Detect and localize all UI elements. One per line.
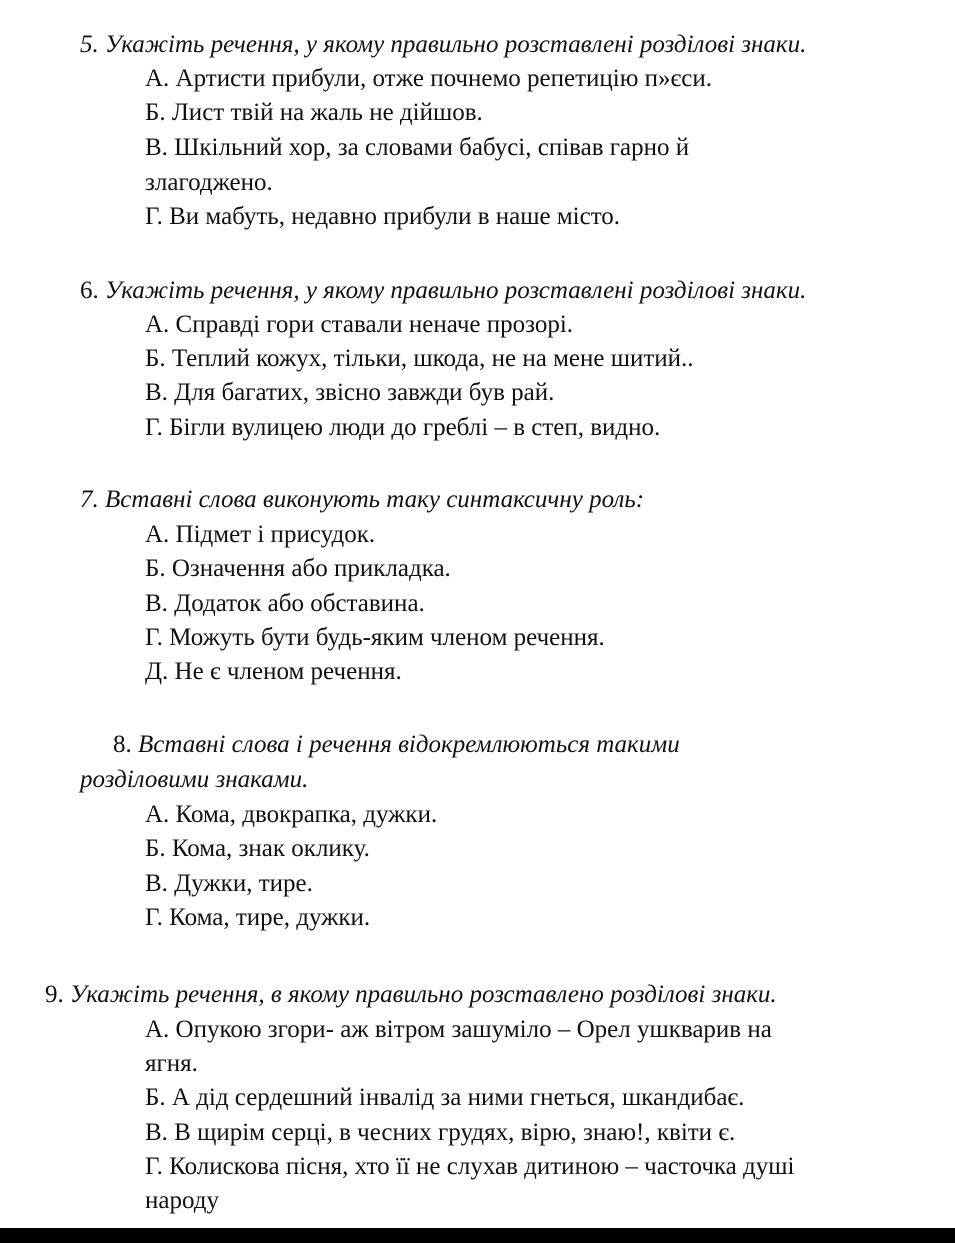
question-9-option-a-cont: ягня. — [145, 1050, 198, 1077]
question-5-option-c-cont: злагоджено. — [145, 169, 273, 196]
question-5-option-c: В. Шкільний хор, за словами бабусі, співав гарно й — [145, 134, 690, 161]
question-8-option-a: А. Кома, двокрапка, дужки. — [145, 801, 438, 828]
question-6-option-b: Б. Теплий кожух, тільки, шкода, не на мене шитий.. — [145, 345, 694, 372]
question-8-option-d: Г. Кома, тире, дужки. — [145, 904, 371, 931]
question-9-option-a: А. Опукою згори- аж вітром зашуміло – Орел ушкварив на — [145, 1016, 772, 1043]
question-7-option-c: В. Додаток або обставина. — [145, 590, 425, 617]
question-6-option-d: Г. Бігли вулицею люди до греблі – в степ, видно. — [145, 414, 661, 441]
question-9-option-c: В. В щирім серці, в чесних грудях, вірю, знаю!, квіти є. — [145, 1119, 736, 1146]
question-5-prompt: Укажіть речення, у якому правильно розставлені розділові знаки. — [105, 31, 807, 58]
question-5-heading — [80, 30, 806, 60]
question-6-option-c: В. Для багатих, звісно завжди був рай. — [145, 379, 555, 406]
question-7-prompt: Вставні слова виконують таку синтаксичну роль: — [105, 486, 645, 513]
question-8-prompt-line1: Вставні слова і речення відокремлюються такими — [138, 731, 680, 758]
question-6-heading — [80, 276, 806, 306]
question-9-heading — [45, 980, 777, 1010]
question-9-option-b: Б. А дід сердешний інвалід за ними гнеться, шкандибає. — [145, 1084, 745, 1111]
question-6-prompt: Укажіть речення, у якому правильно розставлені розділові знаки. — [105, 277, 807, 304]
question-9-number: 9. — [45, 981, 64, 1008]
question-5-number: 5. — [80, 31, 99, 58]
question-9-option-d: Г. Колискова пісня, хто її не слухав дитиною – часточка душі — [145, 1153, 795, 1180]
question-9-option-d-cont: народу — [145, 1187, 219, 1214]
question-7-option-e: Д. Не є членом речення. — [145, 658, 402, 685]
question-8-heading — [113, 730, 680, 760]
question-6-number: 6. — [80, 277, 99, 304]
question-7-option-d: Г. Можуть бути будь-яким членом речення. — [145, 624, 605, 651]
question-7-number: 7. — [80, 486, 99, 513]
question-9-prompt: Укажіть речення, в якому правильно розставлено розділові знаки. — [70, 981, 777, 1008]
question-7-option-a: А. Підмет і присудок. — [145, 521, 376, 548]
question-8-option-c: В. Дужки, тире. — [145, 870, 313, 897]
question-5-option-b: Б. Лист твій на жаль не дійшов. — [145, 99, 483, 126]
question-5-option-a: А. Артисти прибули, отже почнемо репетицію п»єси. — [145, 65, 713, 92]
question-8-number: 8. — [113, 731, 132, 758]
question-7-heading — [80, 485, 644, 515]
question-6-option-a: А. Справді гори ставали неначе прозорі. — [145, 311, 574, 338]
question-8-option-b: Б. Кома, знак оклику. — [145, 835, 370, 862]
question-5-option-d: Г. Ви мабуть, недавно прибули в наше місто. — [145, 203, 621, 230]
question-7-option-b: Б. Означення або прикладка. — [145, 555, 451, 582]
question-8-prompt-line2: розділовими знаками. — [80, 766, 309, 793]
bottom-black-bar — [0, 1228, 955, 1243]
